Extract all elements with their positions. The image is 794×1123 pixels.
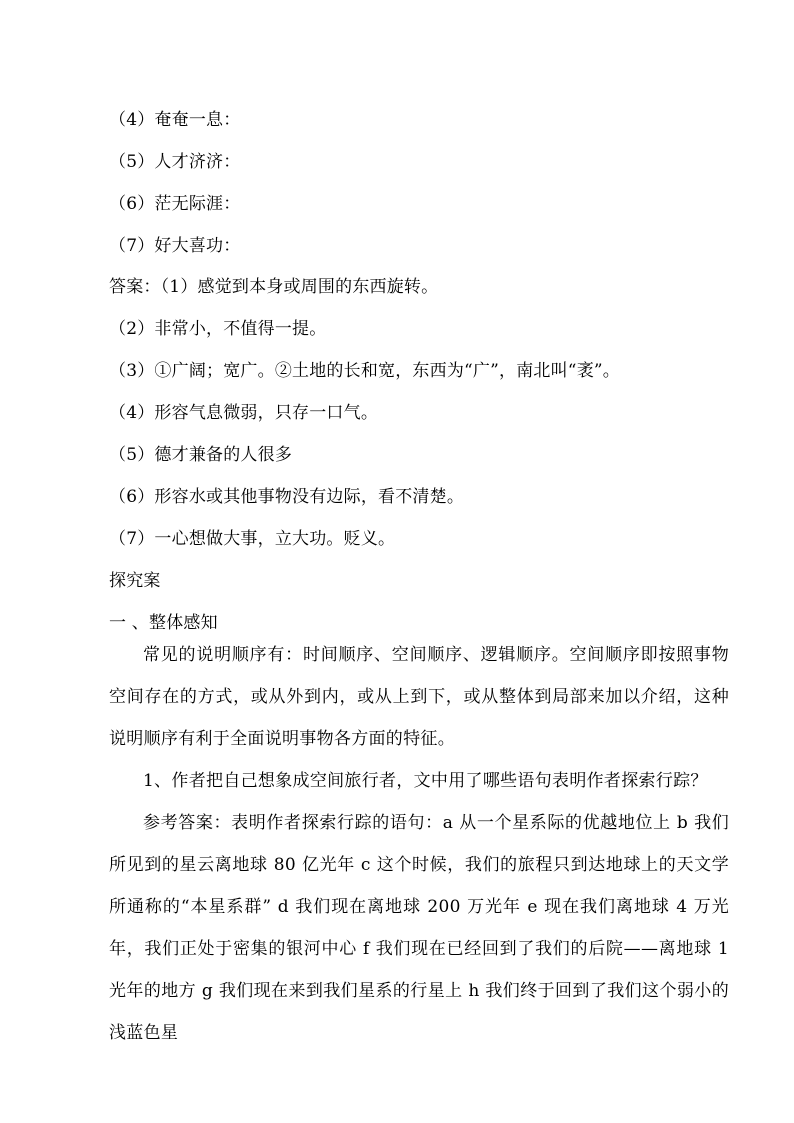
- vocab-question-4: （4）奄奄一息：: [109, 110, 241, 130]
- answer-5: （5）德才兼备的人很多: [109, 445, 293, 465]
- answer-6: （6）形容水或其他事物没有边际，看不清楚。: [109, 487, 465, 507]
- vocab-question-5: （5）人才济济：: [109, 152, 241, 172]
- answer-2: （2）非常小，不值得一提。: [109, 319, 327, 339]
- section-heading-inquiry: 探究案: [109, 571, 161, 591]
- section-heading-overview: 一 、整体感知: [109, 613, 218, 633]
- answer-3: （3）①广阔；宽广。②土地的长和宽，东西为“广”，南北叫“袤”。: [109, 361, 620, 381]
- vocab-question-7: （7）好大喜功：: [109, 236, 241, 256]
- paragraph-reference-answer: 参考答案：表明作者探索行踪的语句：a 从一个星系际的优越地位上 b 我们所见到的星云离地球 80 亿光年 c 这个时候，我们的旅程只到达地球上的天文学所通称的“本星系群” d 我们现在离地球 200 万光年 e 现在我们离地球 4 万光年，我们正处于密集的银河中心 f 我们现在已经回到了我们的后院——离地球 1 光年的地方 g 我们现在来到我们星系的行星上 h 我们终于回到了我们这个弱小的浅蓝色星: [109, 813, 729, 1043]
- answer-1: 答案：（1）感觉到本身或周围的东西旋转。: [109, 277, 439, 297]
- vocab-question-6: （6）茫无际涯：: [109, 194, 241, 214]
- paragraph-question-1: 1、作者把自己想象成空间旅行者，文中用了哪些语句表明作者探索行踪？: [143, 771, 708, 791]
- answer-4: （4）形容气息微弱，只存一口气。: [109, 403, 379, 423]
- paragraph-explanation-order: 常见的说明顺序有：时间顺序、空间顺序、逻辑顺序。空间顺序即按照事物空间存在的方式，或从外到内，或从上到下，或从整体到局部来加以介绍，这种说明顺序有利于全面说明事物各方面的特征。: [109, 645, 729, 749]
- answer-7: （7）一心想做大事，立大功。贬义。: [109, 529, 396, 549]
